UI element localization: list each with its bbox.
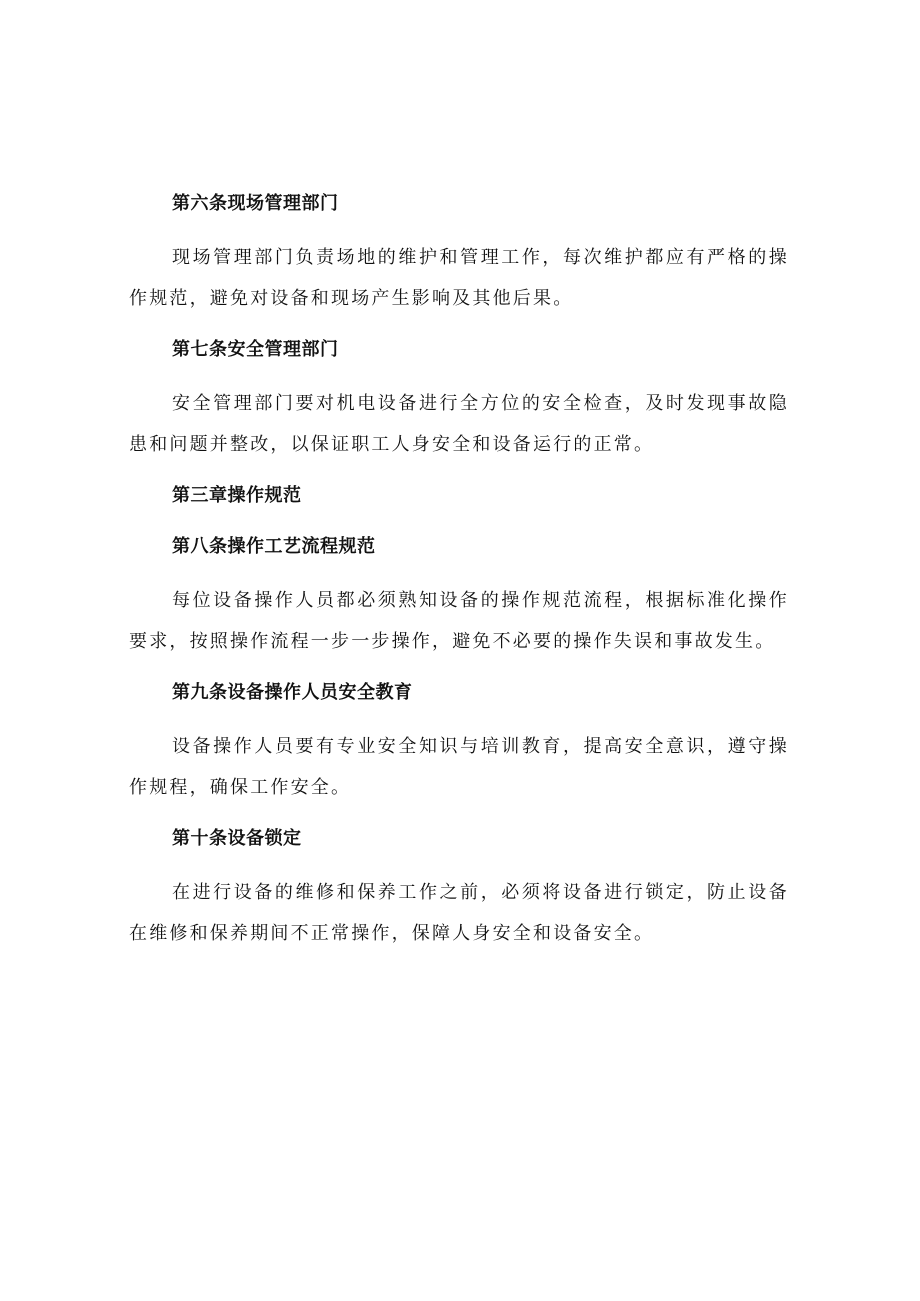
article-10-paragraph: 在进行设备的维修和保养工作之前，必须将设备进行锁定，防止设备在维修和保养期间不正常操作，保障人身安全和设备安全。: [129, 882, 789, 944]
article-8-paragraph: 每位设备操作人员都必须熟知设备的操作规范流程，根据标准化操作要求，按照操作流程一步一步操作，避免不必要的操作失误和事故发生。: [129, 590, 789, 652]
chapter-3-heading: 第三章操作规范: [172, 485, 302, 506]
article-8-heading: 第八条操作工艺流程规范: [172, 536, 376, 557]
article-7-heading: 第七条安全管理部门: [172, 339, 339, 360]
article-6-heading: 第六条现场管理部门: [172, 193, 339, 214]
article-7-paragraph: 安全管理部门要对机电设备进行全方位的安全检查，及时发现事故隐患和问题并整改，以保证职工人身安全和设备运行的正常。: [129, 393, 789, 455]
document-body: [129, 186, 789, 967]
article-9-paragraph: 设备操作人员要有专业安全知识与培训教育，提高安全意识，遵守操作规程，确保工作安全。: [129, 736, 789, 798]
article-9-heading: 第九条设备操作人员安全教育: [172, 682, 413, 703]
article-6-paragraph: 现场管理部门负责场地的维护和管理工作，每次维护都应有严格的操作规范，避免对设备和现场产生影响及其他后果。: [129, 247, 789, 309]
article-10-heading: 第十条设备锁定: [172, 828, 302, 849]
